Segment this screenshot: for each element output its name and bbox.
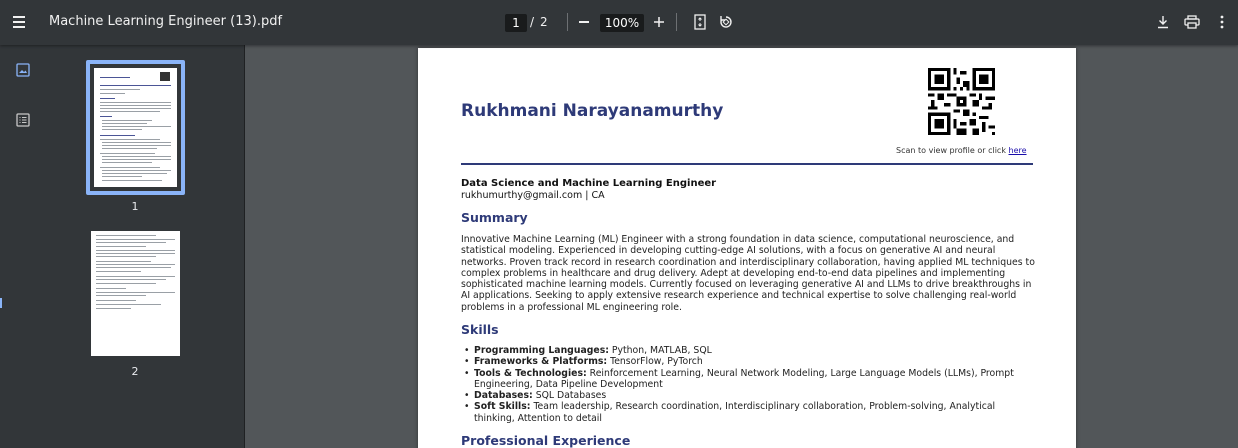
profile-link[interactable]: here [1008,146,1027,155]
menu-icon[interactable] [10,12,32,32]
candidate-name: Rukhmani Narayanamurthy [461,101,724,121]
page-thumbnail-1[interactable] [86,60,185,195]
skill-label: Databases: [474,390,533,402]
toolbar-divider [676,13,677,31]
summary-heading: Summary [461,210,528,225]
skill-item [461,368,1036,391]
skills-heading: Skills [461,322,499,337]
skill-value: SQL Databases [532,390,607,402]
thumbnail-label-1: 1 [131,200,139,213]
page-number-input[interactable]: 1 [505,14,527,32]
skill-label: Soft Skills: [474,401,531,413]
experience-heading: Professional Experience [461,433,631,448]
page-separator: / [530,15,535,29]
thumbnail-label-2: 2 [131,365,139,378]
pdf-page [418,48,1076,448]
rotate-icon[interactable] [717,13,735,31]
skill-label: Frameworks & Platforms: [474,356,608,368]
total-pages: 2 [540,15,548,29]
thumbnail-page-image [94,68,177,187]
toolbar-divider [567,13,568,31]
zoom-out-icon[interactable] [575,13,593,31]
skill-item [461,356,1036,367]
zoom-in-icon[interactable] [650,13,668,31]
skill-value: Reinforcement Learning, Neural Network Modeling, Large Language Models (LLMs), Prompt Engineering, Data Pipeline Development [474,367,1014,390]
summary-text: Innovative Machine Learning (ML) Engineer with a strong foundation in data science, computational neuroscience, and statistical modeling. Experienced in developing cutting-edge AI solutions, with a focus on generative AI and neural networks. Proven track record in research coordination and interdisciplinary collaboration, having applied ML techniques to complex problems in healthcare and drug delivery. Adept at developing end-to-end data pipelines and implementing sophisticated machine learning models. Currently focused on leveraging generative AI and LLMs to drive breakthroughs in AI applications. Seeking to apply extensive research experience and technical expertise to solve challenging real-world problems in a professional ML engineering role. [461,234,1035,313]
header-divider [461,163,1033,165]
download-icon[interactable] [1154,13,1172,31]
document-title: Machine Learning Engineer (13).pdf [49,14,283,29]
scan-caption [896,146,1027,155]
skill-value: TensorFlow, PyTorch [607,356,703,368]
zoom-level-input[interactable]: 100% [600,14,644,32]
skill-item [461,390,1036,401]
skill-item [461,345,1036,356]
document-outline-icon[interactable] [16,112,32,128]
skills-list [461,345,1036,424]
skill-value: Team leadership, Research coordination, Interdisciplinary collaboration, Problem-solving, Analytical thinking, Attention to detail [474,401,996,424]
more-options-icon[interactable] [1214,13,1230,31]
thumbnail-view-icon[interactable] [16,62,32,78]
scan-caption-text: Scan to view profile or click [896,146,1009,155]
contact-info: rukhumurthy@gmail.com | CA [461,190,605,201]
skill-value: Python, MATLAB, SQL [608,345,712,356]
job-title: Data Science and Machine Learning Engineer [461,178,717,189]
qr-code-icon[interactable] [928,68,995,135]
sidebar-edge-marker [0,298,2,308]
document-viewer[interactable] [245,45,1238,448]
thumbnail-sidebar [0,45,245,448]
skill-label: Tools & Technologies: [474,367,587,379]
skill-label: Programming Languages: [474,345,609,356]
skill-item [461,401,1036,424]
pdf-toolbar [0,0,1238,45]
page-thumbnail-2[interactable] [91,231,180,356]
fit-page-icon[interactable] [692,13,708,31]
print-icon[interactable] [1182,13,1202,31]
